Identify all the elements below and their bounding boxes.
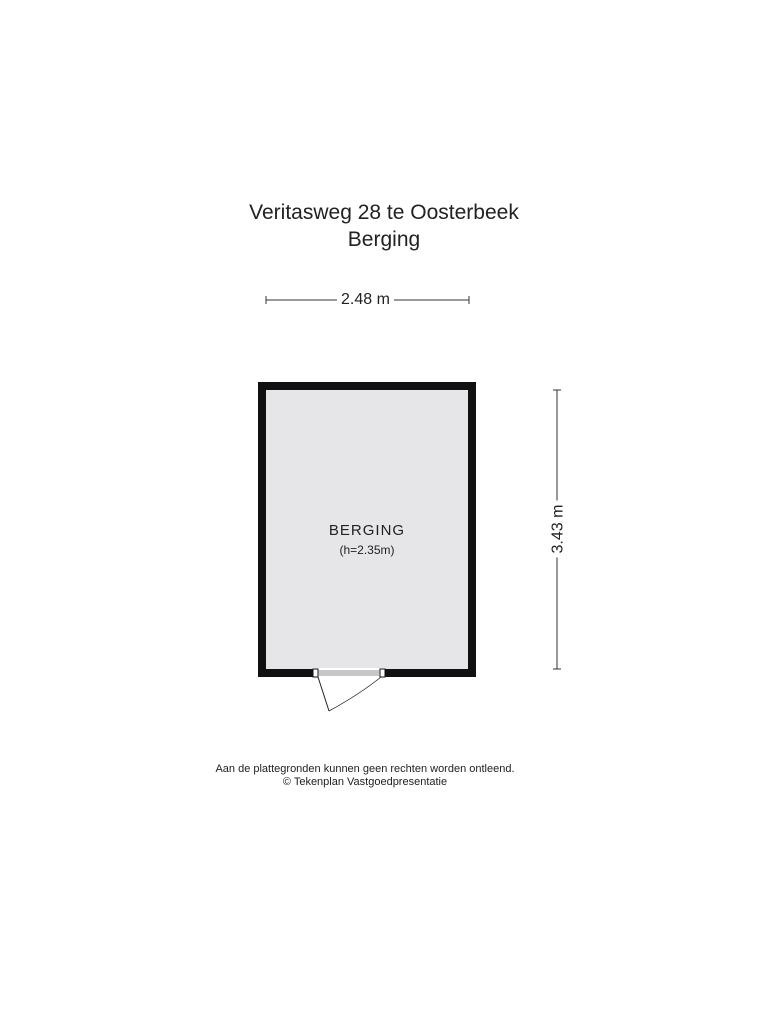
width-dimension-label: 2.48 m [337, 291, 394, 309]
copyright-text: © Tekenplan Vastgoedpresentatie [282, 776, 448, 788]
plan-title: Veritasweg 28 te Oosterbeek [249, 201, 519, 224]
height-dimension-label: 3.43 m [549, 501, 567, 558]
room-name: BERGING [328, 522, 406, 539]
disclaimer-text: Aan de plattegronden kunnen geen rechten worden ontleend. [215, 763, 515, 775]
plan-subtitle: Berging [347, 228, 421, 251]
door [313, 668, 385, 711]
room-ceiling-height: (h=2.35m) [339, 543, 395, 557]
